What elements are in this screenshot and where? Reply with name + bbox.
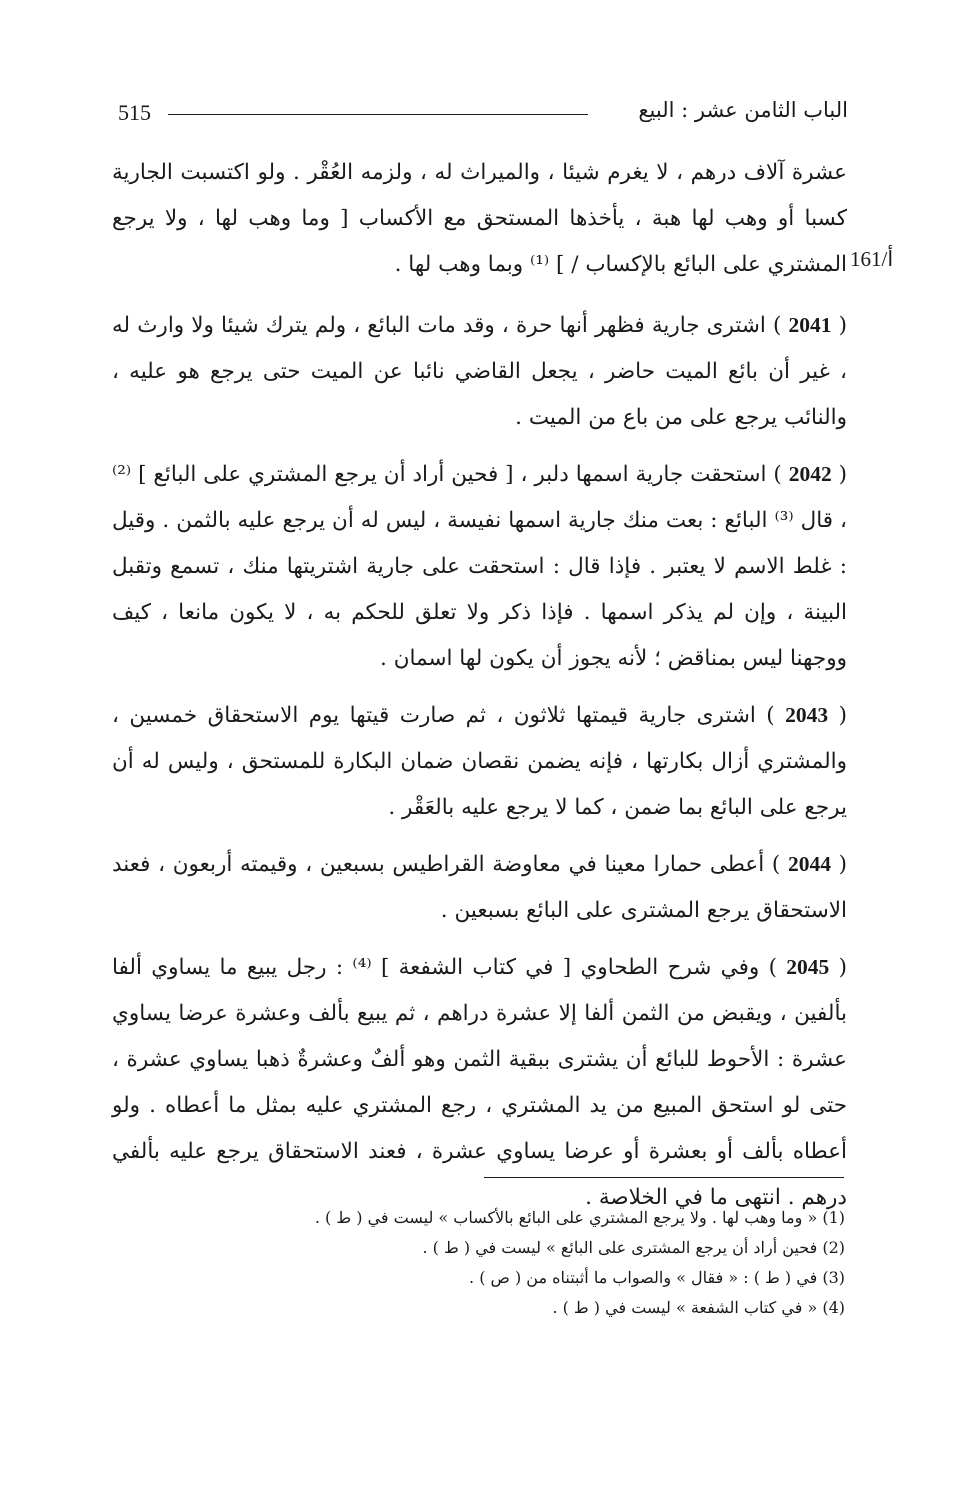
- footnote: (1) « وما وهب لها . ولا يرجع المشتري على البائع بالأكساب » ليست في ( ط ) .: [314, 1208, 845, 1227]
- footnote: (4) « في كتاب الشفعة » ليست في ( ط ) .: [552, 1298, 845, 1317]
- footnote: (3) في ( ط ) : « فقال » والصواب ما أثبتناه من ( ص ) .: [469, 1268, 845, 1287]
- manuscript-folio-marker: 161/أ: [850, 247, 894, 271]
- issue-paragraph: ( 2045 ) وفي شرح الطحاوي [ في كتاب الشفعة ] ⁽⁴⁾ : رجل يبيع ما يساوي ألفا بألفين ، ويقبض من الثمن ألفا إلا عشرة دراهم ، ثم يبيع بألف وعشرة عرضا يساوي عشرة : الأحوط للبائع أن يشترى ببقية الثمن وهو ألفٌ وعشرةٌ ذهبا يساوي عشرة ، حتى لو استحق المبيع من يد المشتري ، رجع المشتري عليه بمثل ما أعطاه . ولو أعطاه بألف أو بعشرة أو عرضا يساوي عشرة ، فعند الاستحقاق يرجع عليه بألفي درهم . انتهى ما في الخلاصة .: [112, 955, 847, 1210]
- paragraph-text: وفي شرح الطحاوي [ في كتاب الشفعة ] ⁽⁴⁾ : رجل يبيع ما يساوي ألفا بألفين ، ويقبض من الثمن ألفا إلا عشرة دراهم ، ثم يبيع بألف وعشرة عرضا يساوي عشرة : الأحوط للبائع أن يشترى ببقية الثمن وهو ألفٌ وعشرةٌ ذهبا يساوي عشرة ، حتى لو استحق المبيع من يد المشتري ، رجع المشتري عليه بمثل ما أعطاه . ولو أعطاه بألف أو بعشرة أو عرضا يساوي عشرة ، فعند الاستحقاق يرجع عليه بألفي درهم . انتهى ما في الخلاصة .: [112, 955, 847, 1210]
- footnotes: [200, 1203, 845, 1323]
- issue-number: 2042: [788, 462, 832, 486]
- paragraph: [112, 150, 847, 288]
- paragraph-text: اشترى جارية فظهر أنها حرة ، وقد مات البائع ، ولم يترك شيئا ولا وارث له ، غير أن بائع الميت حاضر ، يجعل القاضي نائبا عن الميت حتى يرجع هو عليه ، والنائب يرجع على من باع من الميت .: [112, 313, 847, 430]
- paragraph-text: أعطى حمارا معينا في معاوضة القراطيس بسبعين ، وقيمته أربعون ، فعند الاستحقاق يرجع المشترى على البائع بسبعين .: [112, 852, 847, 923]
- main-text: [112, 150, 847, 1231]
- issue-paragraph: ( 2043 ) اشترى جارية قيمتها ثلاثون ، ثم صارت قيتها يوم الاستحقاق خمسين ، والمشتري أزال بكارتها ، فإنه يضمن نقصان ضمان البكارة للمستحق ، وليس له أن يرجع على البائع بما ضمن ، كما لا يرجع عليه بالعَقْر .: [112, 703, 847, 820]
- header-rule: [168, 114, 588, 115]
- issue-number: 2041: [788, 313, 832, 337]
- issue-number: 2044: [787, 852, 831, 876]
- paragraph-text: عشرة آلاف درهم ، لا يغرم شيئا ، والميراث له ، ولزمه العُقْر . ولو اكتسبت الجارية كسبا أو وهب لها هبة ، يأخذها المستحق مع الأكساب [ وما وهب لها ، ولا يرجع المشتري على البائع بالإكساب / ] ⁽¹⁾ وبما وهب لها .: [112, 160, 847, 277]
- paragraph-text: استحقت جارية اسمها دلبر ، [ فحين أراد أن يرجع المشتري على البائع ] ⁽²⁾ ، قال ⁽³⁾ البائع : بعت منك جارية اسمها نفيسة ، ليس له أن يرجع عليه بالثمن . وقيل : غلط الاسم لا يعتبر . فإذا قال : استحقت على جارية اشتريتها منك ، تسمع وتقبل البينة ، وإن لم يذكر اسمها . فإذا ذكر ولا تعلق للحكم به ، لا يكون مانعا ، كيف ووجهنا ليس بمناقض ؛ لأنه يجوز أن يكون لها اسمان .: [112, 462, 847, 671]
- issue-paragraph: ( 2044 ) أعطى حمارا معينا في معاوضة القراطيس بسبعين ، وقيمته أربعون ، فعند الاستحقاق يرجع المشترى على البائع بسبعين .: [112, 852, 847, 923]
- issue-number: 2045: [786, 955, 830, 979]
- paragraph-text: اشترى جارية قيمتها ثلاثون ، ثم صارت قيتها يوم الاستحقاق خمسين ، والمشتري أزال بكارتها ، فإنه يضمن نقصان ضمان البكارة للمستحق ، وليس له أن يرجع على البائع بما ضمن ، كما لا يرجع عليه بالعَقْر .: [112, 703, 847, 820]
- issue-number: 2043: [785, 703, 829, 727]
- page-header: [118, 96, 848, 136]
- footnote-separator: [484, 1177, 844, 1178]
- issue-paragraph: ( 2042 ) استحقت جارية اسمها دلبر ، [ فحين أراد أن يرجع المشتري على البائع ] ⁽²⁾ ، قال ⁽³⁾ البائع : بعت منك جارية اسمها نفيسة ، ليس له أن يرجع عليه بالثمن . وقيل : غلط الاسم لا يعتبر . فإذا قال : استحقت على جارية اشتريتها منك ، تسمع وتقبل البينة ، وإن لم يذكر اسمها . فإذا ذكر ولا تعلق للحكم به ، لا يكون مانعا ، كيف ووجهنا ليس بمناقض ؛ لأنه يجوز أن يكون لها اسمان .: [112, 462, 847, 671]
- running-title: الباب الثامن عشر : البيع: [638, 98, 848, 122]
- footnote: (2) فحين أراد أن يرجع المشترى على البائع » ليست في ( ط ) .: [422, 1238, 845, 1257]
- page-number: 515: [118, 100, 151, 125]
- issue-paragraph: ( 2041 ) اشترى جارية فظهر أنها حرة ، وقد مات البائع ، ولم يترك شيئا ولا وارث له ، غير أن بائع الميت حاضر ، يجعل القاضي نائبا عن الميت حتى يرجع هو عليه ، والنائب يرجع على من باع من الميت .: [112, 313, 847, 430]
